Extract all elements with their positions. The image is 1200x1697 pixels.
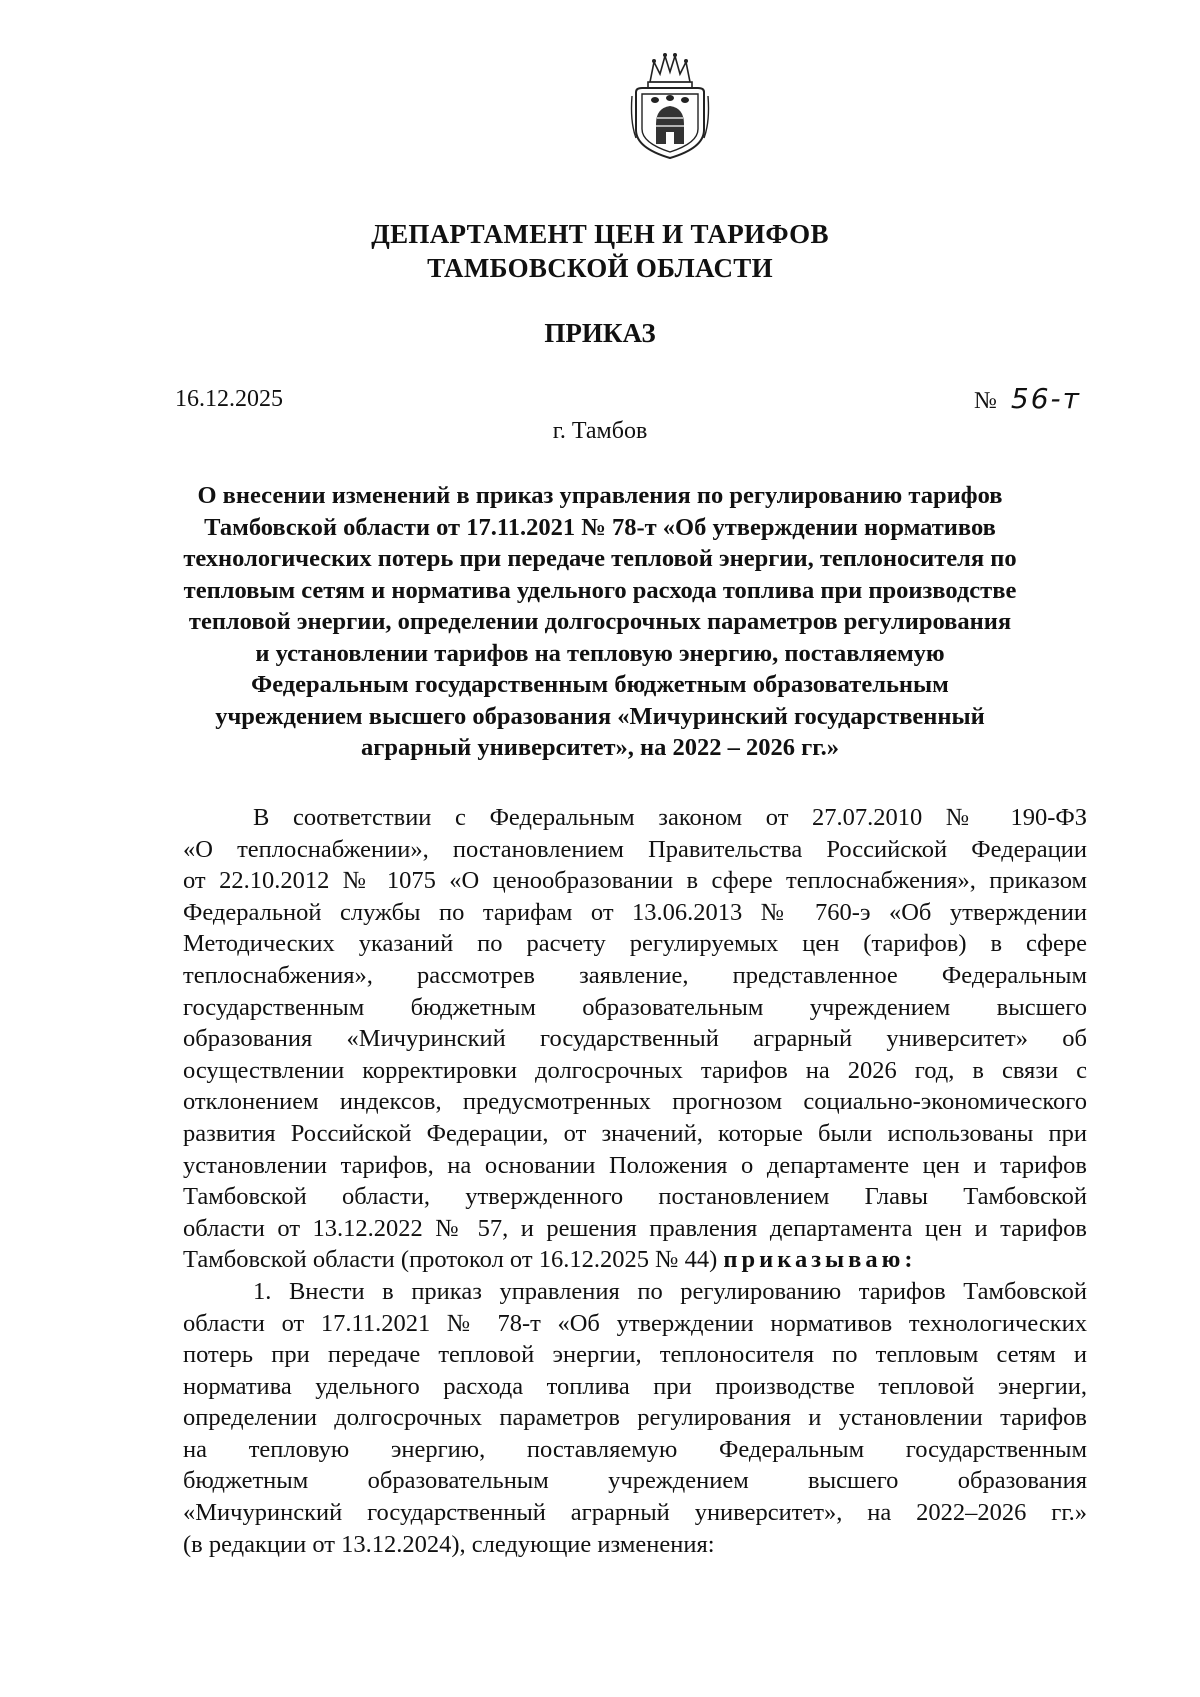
body-line: от 22.10.2012 № 1075 «О ценообразовании в сфере теплоснабжения», приказом bbox=[183, 867, 1087, 895]
heading-line: О внесении изменений в приказ управления по регулированию тарифов bbox=[197, 482, 1003, 509]
body-line: «О теплоснабжении», постановлением Правительства Российской Федерации bbox=[183, 835, 1087, 863]
heading-line: и установлении тарифов на тепловую энергию, поставляемую bbox=[255, 639, 945, 667]
body-line: В соответствии с Федеральным законом от 27.07.2010 № 190-ФЗ bbox=[253, 804, 1087, 831]
body-line: отклонением индексов, предусмотренных прогнозом социально-экономического bbox=[183, 1088, 1087, 1116]
body-line bbox=[183, 1244, 1087, 1276]
body-line: осуществлении корректировки долгосрочных тарифов на 2026 год, в связи с bbox=[183, 1056, 1087, 1084]
order-number bbox=[974, 382, 1081, 415]
body-line: Федеральной службы по тарифам от 13.06.2013 № 760-э «Об утверждении bbox=[183, 898, 1087, 926]
body-line: развития Российской Федерации, от значений, которые были использованы при bbox=[183, 1119, 1087, 1147]
order-heading bbox=[160, 480, 1040, 764]
body-line: «Мичуринский государственный аграрный университет», на 2022–2026 гг.» bbox=[183, 1499, 1087, 1527]
department-name-line-2: ТАМБОВСКОЙ ОБЛАСТИ bbox=[427, 253, 773, 283]
body-line: области от 17.11.2021 № 78-т «Об утверждении нормативов технологических bbox=[183, 1309, 1087, 1337]
heading-line: технологических потерь при передаче тепловой энергии, теплоносителя по bbox=[183, 545, 1017, 572]
coat-of-arms-emblem bbox=[628, 52, 712, 160]
heading-line: Федеральным государственным бюджетным образовательным bbox=[251, 671, 949, 698]
heading-line: аграрный университет», на 2022 – 2026 гг.» bbox=[361, 734, 839, 761]
heading-line: учреждением высшего образования «Мичуринский государственный bbox=[215, 702, 985, 730]
body-line: бюджетным образовательным учреждением высшего образования bbox=[183, 1467, 1087, 1495]
protocol-reference: Тамбовской области (протокол от 16.12.2025 № 44) bbox=[183, 1246, 718, 1274]
body-line: 1. Внести в приказ управления по регулированию тарифов Тамбовской bbox=[253, 1277, 1087, 1305]
body-line: определении долгосрочных параметров регулирования и установлении тарифов bbox=[183, 1404, 1087, 1432]
handwritten-number: 56-т bbox=[1010, 382, 1081, 415]
body-line: Тамбовской области, утвержденного постановлением Главы Тамбовской bbox=[183, 1183, 1087, 1211]
body-line: образования «Мичуринский государственный аграрный университет» об bbox=[183, 1025, 1087, 1053]
document-type: ПРИКАЗ bbox=[544, 318, 656, 348]
order-date: 16.12.2025 bbox=[175, 386, 283, 412]
number-sign: № bbox=[974, 388, 997, 414]
body-line: норматива удельного расхода топлива при производстве тепловой энергии, bbox=[183, 1372, 1087, 1400]
body-line: установлении тарифов, на основании Положения о департаменте цен и тарифов bbox=[183, 1151, 1087, 1179]
heading-line: тепловым сетям и норматива удельного расхода топлива при производстве bbox=[183, 576, 1017, 604]
department-name-line-1: ДЕПАРТАМЕНТ ЦЕН И ТАРИФОВ bbox=[371, 219, 829, 249]
body-line: (в редакции от 13.12.2024), следующие изменения: bbox=[183, 1530, 715, 1558]
body-line: области от 13.12.2022 № 57, и решения правления департамента цен и тарифов bbox=[183, 1214, 1087, 1242]
heading-line: тепловой энергии, определении долгосрочных параметров регулирования bbox=[188, 608, 1012, 635]
body-line: на тепловую энергию, поставляемую Федеральным государственным bbox=[183, 1435, 1087, 1463]
body-line: теплоснабжения», рассмотрев заявление, представленное Федеральным bbox=[183, 961, 1087, 989]
body-line: государственным бюджетным образовательным учреждением высшего bbox=[183, 993, 1087, 1021]
body-line: Методических указаний по расчету регулируемых цен (тарифов) в сфере bbox=[183, 930, 1087, 958]
body-line: потерь при передаче тепловой энергии, теплоносителя по тепловым сетям и bbox=[183, 1341, 1087, 1369]
heading-line: Тамбовской области от 17.11.2021 № 78-т «Об утверждении нормативов bbox=[204, 513, 996, 541]
order-city: г. Тамбов bbox=[552, 418, 648, 444]
order-body bbox=[183, 802, 1087, 1560]
order-word: приказываю: bbox=[723, 1246, 917, 1274]
